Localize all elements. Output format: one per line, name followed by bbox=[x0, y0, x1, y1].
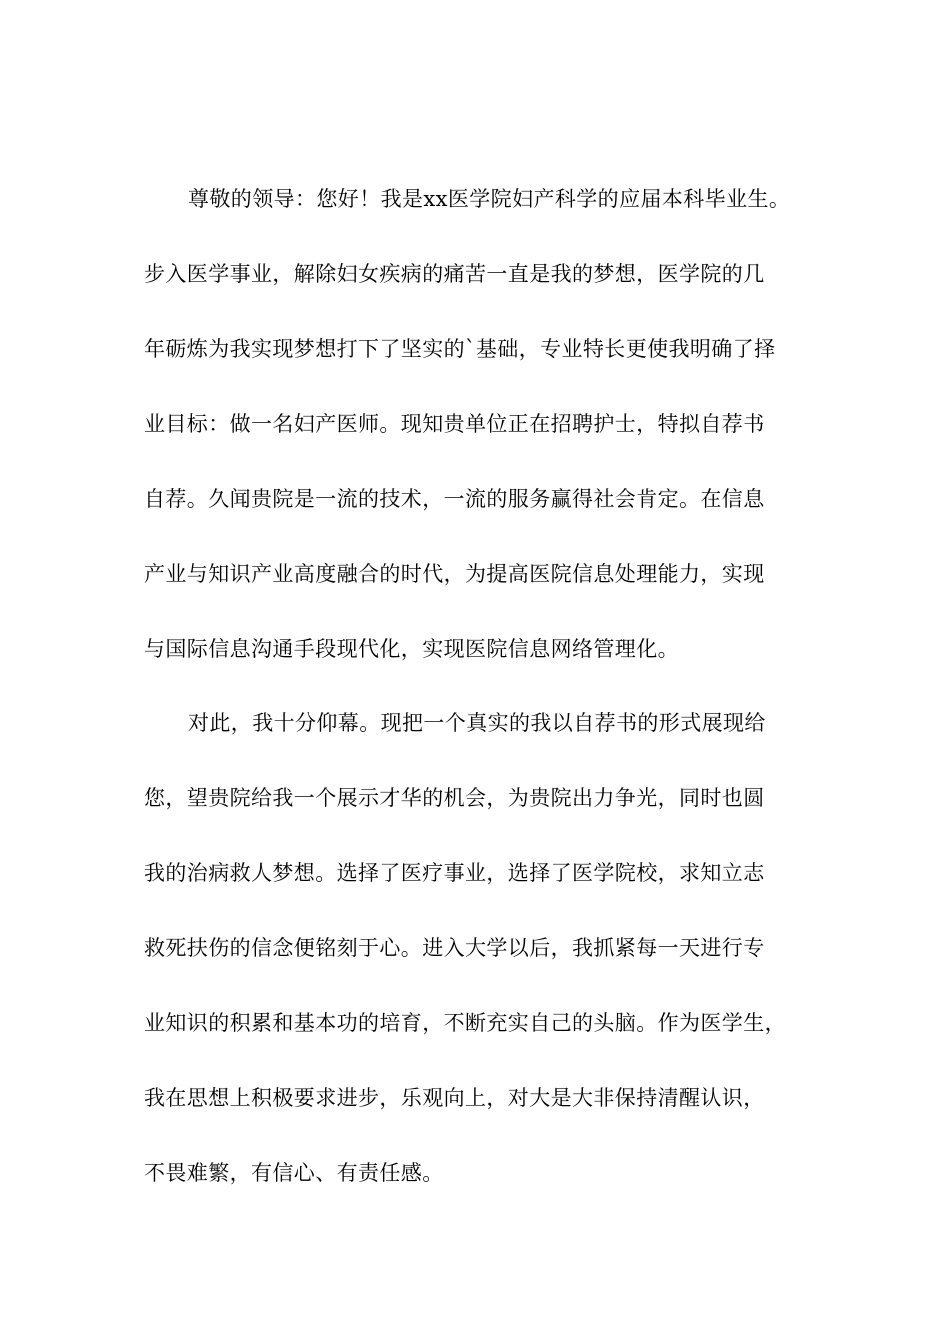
paragraph-2-line-2: 您，望贵院给我一个展示才华的机会，为贵院出力争光，同时也圆 bbox=[144, 786, 765, 810]
paragraph-2-line-4: 救死扶伤的信念便铭刻于心。进入大学以后，我抓紧每一天进行专 bbox=[144, 936, 765, 960]
paragraph-1-line-3: 年砺炼为我实现梦想打下了坚实的`基础，专业特长更使我明确了择 bbox=[144, 337, 776, 361]
paragraph-1-line-6: 产业与知识产业高度融合的时代，为提高医院信息处理能力，实现 bbox=[144, 562, 765, 586]
paragraph-1-line-2: 步入医学事业，解除妇女疾病的痛苦一直是我的梦想，医学院的几 bbox=[144, 262, 765, 286]
paragraph-2-line-3: 我的治病救人梦想。选择了医疗事业，选择了医学院校，求知立志 bbox=[144, 861, 765, 885]
paragraph-1-line-1: 尊敬的领导：您好！我是xx医学院妇产科学的应届本科毕业生。 bbox=[188, 187, 791, 211]
paragraph-1-line-7: 与国际信息沟通手段现代化，实现医院信息网络管理化。 bbox=[144, 637, 679, 661]
paragraph-2-line-7: 不畏难繁，有信心、有责任感。 bbox=[144, 1161, 444, 1185]
paragraph-1-line-4: 业目标：做一名妇产医师。现知贵单位正在招聘护士，特拟自荐书 bbox=[144, 412, 765, 436]
paragraph-2-line-5: 业知识的积累和基本功的培育，不断充实自己的头脑。作为医学生， bbox=[144, 1011, 786, 1035]
paragraph-2-line-1: 对此，我十分仰幕。现把一个真实的我以自荐书的形式展现给 bbox=[188, 711, 766, 735]
paragraph-2-line-6: 我在思想上积极要求进步，乐观向上，对大是大非保持清醒认识， bbox=[144, 1086, 765, 1110]
paragraph-1-line-5: 自荐。久闻贵院是一流的技术，一流的服务赢得社会肯定。在信息 bbox=[144, 487, 765, 511]
